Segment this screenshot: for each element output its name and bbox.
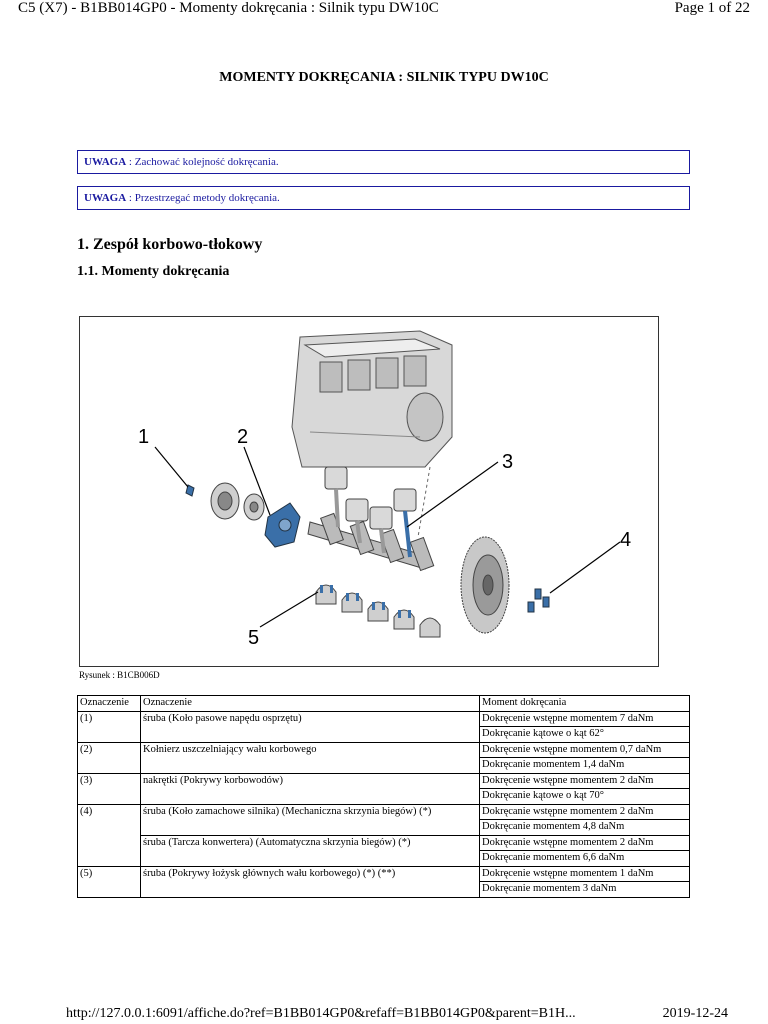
bearing-caps: [316, 585, 440, 637]
guide-line: [418, 467, 430, 537]
header-cell: Oznaczenie: [78, 696, 141, 712]
part-cell: śruba (Koło zamachowe silnika) (Mechaniczna skrzynia biegów) (*): [141, 804, 480, 835]
table-row: [78, 866, 690, 882]
torque-cell: Dokręcenie wstępne momentem 7 daNm: [480, 711, 690, 727]
callout-4: 4: [620, 529, 632, 551]
warning-text: : Przestrzegać metody dokręcania.: [126, 192, 280, 204]
flywheel: [461, 537, 509, 633]
torque-cell: Dokręcanie momentem 3 daNm: [480, 882, 690, 898]
table-row: [78, 773, 690, 789]
ref-cell: (2): [78, 742, 141, 773]
torque-cell: Dokręcenie wstępne momentem 2 daNm: [480, 773, 690, 789]
header-cell: Oznaczenie: [141, 696, 480, 712]
callout-2: 2: [237, 426, 249, 448]
warning-label: UWAGA: [84, 192, 127, 204]
engine-diagram: [79, 316, 659, 667]
page-url: http://127.0.0.1:6091/affiche.do?ref=B1BB014GP0&refaff=B1BB014GP0&parent=B1H...: [66, 1006, 576, 1021]
section-heading: 1. Zespół korbowo-tłokowy: [77, 236, 263, 253]
table-header-row: [78, 696, 690, 712]
subsection-heading: 1.1. Momenty dokręcania: [77, 264, 230, 279]
part-cell: śruba (Pokrywy łożysk głównych wału korbowego) (*) (**): [141, 866, 480, 897]
ref-cell: (5): [78, 866, 141, 897]
part-cell: śruba (Koło pasowe napędu osprzętu): [141, 711, 480, 742]
torque-cell: Dokręcenie wstępne momentem 1 daNm: [480, 866, 690, 882]
torque-cell: Dokręcanie kątowe o kąt 70°: [480, 789, 690, 805]
ref-cell: (1): [78, 711, 141, 742]
warning-text: : Zachować kolejność dokręcania.: [126, 156, 279, 168]
part-cell: śruba (Tarcza konwertera) (Automatyczna skrzynia biegów) (*): [141, 835, 480, 866]
warning-note-2: [77, 186, 690, 210]
engine-drawing: [80, 317, 658, 666]
table-row: [78, 742, 690, 758]
torque-cell: Dokręcanie wstępne momentem 2 daNm: [480, 835, 690, 851]
crank-seal-flange: [265, 503, 300, 547]
part-cell: nakrętki (Pokrywy korbowodów): [141, 773, 480, 804]
print-date: 2019-12-24: [662, 1006, 728, 1021]
table-row: [78, 835, 690, 851]
torque-cell: Dokręcanie momentem 4,8 daNm: [480, 820, 690, 836]
torque-cell: Dokręcanie momentem 6,6 daNm: [480, 851, 690, 867]
document-title: MOMENTY DOKRĘCANIA : SILNIK TYPU DW10C: [219, 70, 549, 85]
warning-label: UWAGA: [84, 156, 127, 168]
warning-note-1: [77, 150, 690, 174]
callout-3: 3: [502, 451, 514, 473]
figure-caption: Rysunek : B1CB006D: [79, 670, 160, 680]
ref-cell: (3): [78, 773, 141, 804]
page-counter: Page 1 of 22: [674, 0, 750, 16]
torque-cell: Dokręcanie momentem 1,4 daNm: [480, 758, 690, 774]
part-cell: Kołnierz uszczelniający wału korbowego: [141, 742, 480, 773]
torque-cell: Dokręcenie wstępne momentem 0,7 daNm: [480, 742, 690, 758]
crank-pulley: [211, 483, 264, 520]
engine-block: [292, 331, 452, 467]
torque-cell: Dokręcanie kątowe o kąt 62°: [480, 727, 690, 743]
page-header-title: C5 (X7) - B1BB014GP0 - Momenty dokręcania : Silnik typu DW10C: [18, 0, 439, 16]
table-row: [78, 711, 690, 727]
table-row: [78, 804, 690, 820]
ref-cell: (4): [78, 804, 141, 866]
torque-cell: Dokręcanie wstępne momentem 2 daNm: [480, 804, 690, 820]
flywheel-bolts: [528, 589, 549, 612]
callout-5: 5: [248, 627, 260, 649]
torque-table: [77, 695, 690, 898]
callout-1: 1: [138, 426, 150, 448]
header-cell: Moment dokręcania: [480, 696, 690, 712]
